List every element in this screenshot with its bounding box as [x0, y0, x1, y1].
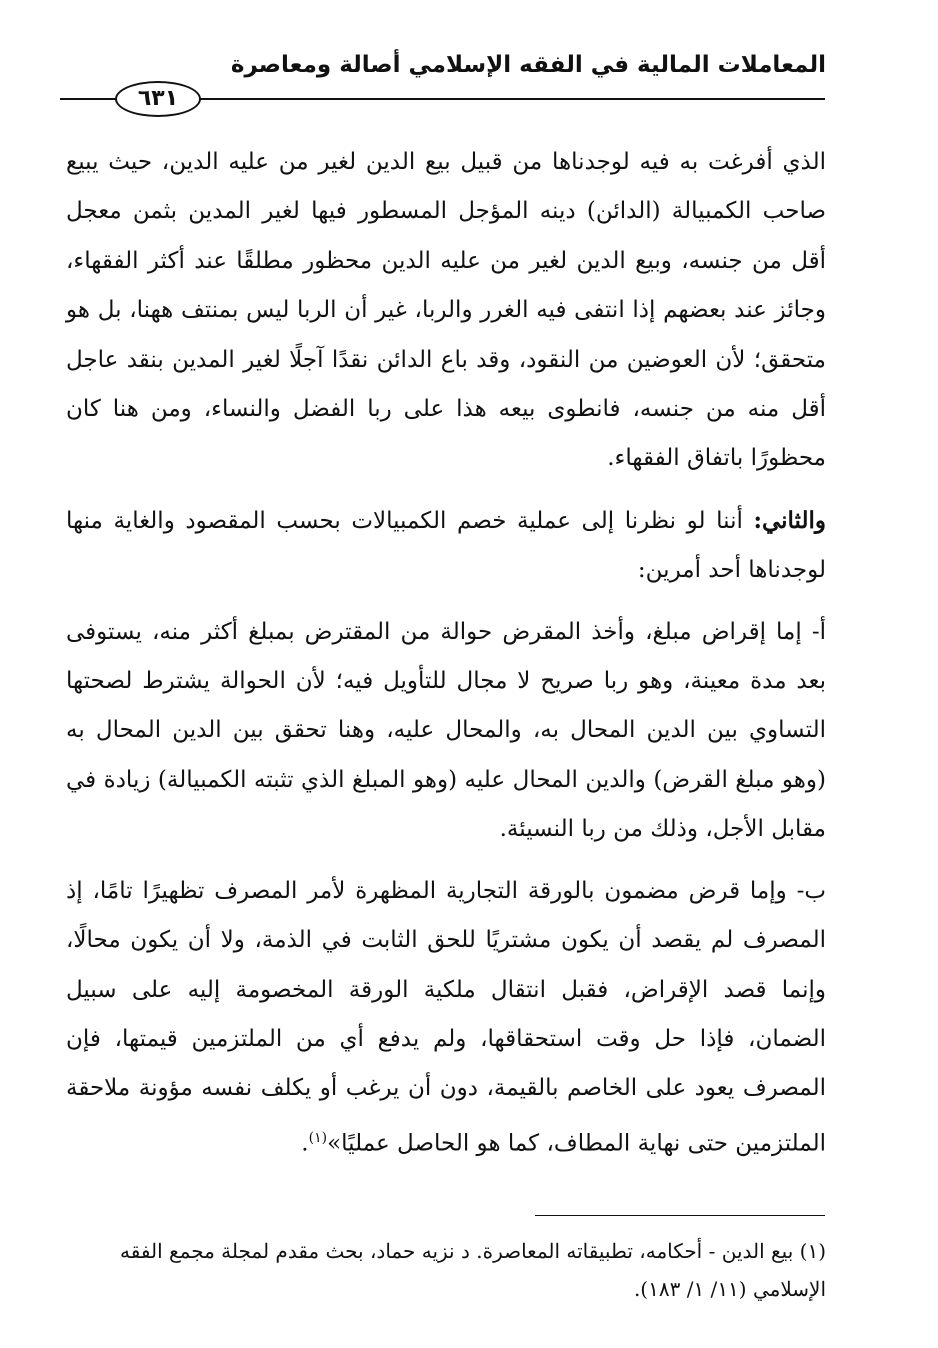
- footnote: [66, 1232, 826, 1308]
- paragraph-lead-word: والثاني:: [753, 506, 826, 534]
- footnote-number: (١): [799, 1239, 826, 1263]
- page-number-oval: ٦٣١: [115, 81, 201, 117]
- paragraph-2-text: أننا لو نظرنا إلى عملية خصم الكمبيالات بحسب المقصود والغاية منها لوجدناها أحد أمرين:: [66, 507, 826, 584]
- footnote-line-2: الإسلامي (١١/ ١/ ١٨٣).: [633, 1277, 826, 1301]
- footnote-text-1: بيع الدين - أحكامه، تطبيقاته المعاصرة. د نزيه حماد، بحث مقدم لمجلة مجمع الفقه: [120, 1239, 794, 1263]
- footnote-reference: (١): [308, 1129, 328, 1146]
- paragraph-4: [66, 867, 826, 1169]
- footnote-line-1: [66, 1232, 826, 1270]
- paragraph-2: [66, 496, 826, 596]
- paragraph-3: أ- إما إقراض مبلغ، وأخذ المقرض حوالة من المقترض بمبلغ أكثر منه، يستوفى بعد مدة معينة، وهو ربا صريح لا مجال للتأويل فيه؛ لأن الحوالة يشترط لصحتها التساوي بين الدين المحال به، والمحال عليه، وهنا تحقق بين الدين المحال به (وهو مبلغ القرض) والدين المحال عليه (وهو المبلغ الذي تثبته الكمبيالة) زيادة في مقابل الأجل، وذلك من ربا النسيئة.: [66, 618, 826, 843]
- paragraph-4-end: .: [301, 1130, 309, 1157]
- running-title: المعاملات المالية في الفقه الإسلامي أصالة ومعاصرة: [230, 52, 826, 78]
- paragraph-1: الذي أفرغت به فيه لوجدناها من قبيل بيع الدين لغير من عليه الدين، حيث يبيع صاحب الكمبيالة (الدائن) دينه المؤجل المسطور فيها لغير المدين بثمن معجل أقل من جنسه، وبيع الدين لغير من عليه الدين محظور مطلقًا عند أكثر الفقهاء، وجائز عند بعضهم إذا انتفى فيه الغرر والربا، غير أن الربا ليس بمنتف ههنا، بل هو متحقق؛ لأن العوضين من النقود، وقد باع الدائن نقدًا آجلًا لغير المدين بنقد عاجل أقل منه من جنسه، فانطوى بيعه هذا على ربا الفضل والنساء، ومن هنا كان محظورًا باتفاق الفقهاء.: [66, 149, 826, 472]
- footnote-rule: [535, 1215, 825, 1216]
- paragraph-4-text: ب- وإما قرض مضمون بالورقة التجارية المظهرة لأمر المصرف تظهيرًا تامًا، إذ المصرف لم يقصد أن يكون مشتريًا للحق الثابت في الذمة، ولا أن يكون محالًا، وإنما قصد الإقراض، فقبل انتقال ملكية الورقة المخصومة إليه على سبيل الضمان، فإذا حل وقت استحقاقها، ولم يدفع أي من الملتزمين قيمتها، فإن المصرف يعود على الخاصم بالقيمة، دون أن يرغب أو يكلف نفسه مؤونة ملاحقة الملتزمين حتى نهاية المطاف، كما هو الحاصل عمليًا»: [66, 877, 826, 1157]
- main-text: [66, 138, 826, 1169]
